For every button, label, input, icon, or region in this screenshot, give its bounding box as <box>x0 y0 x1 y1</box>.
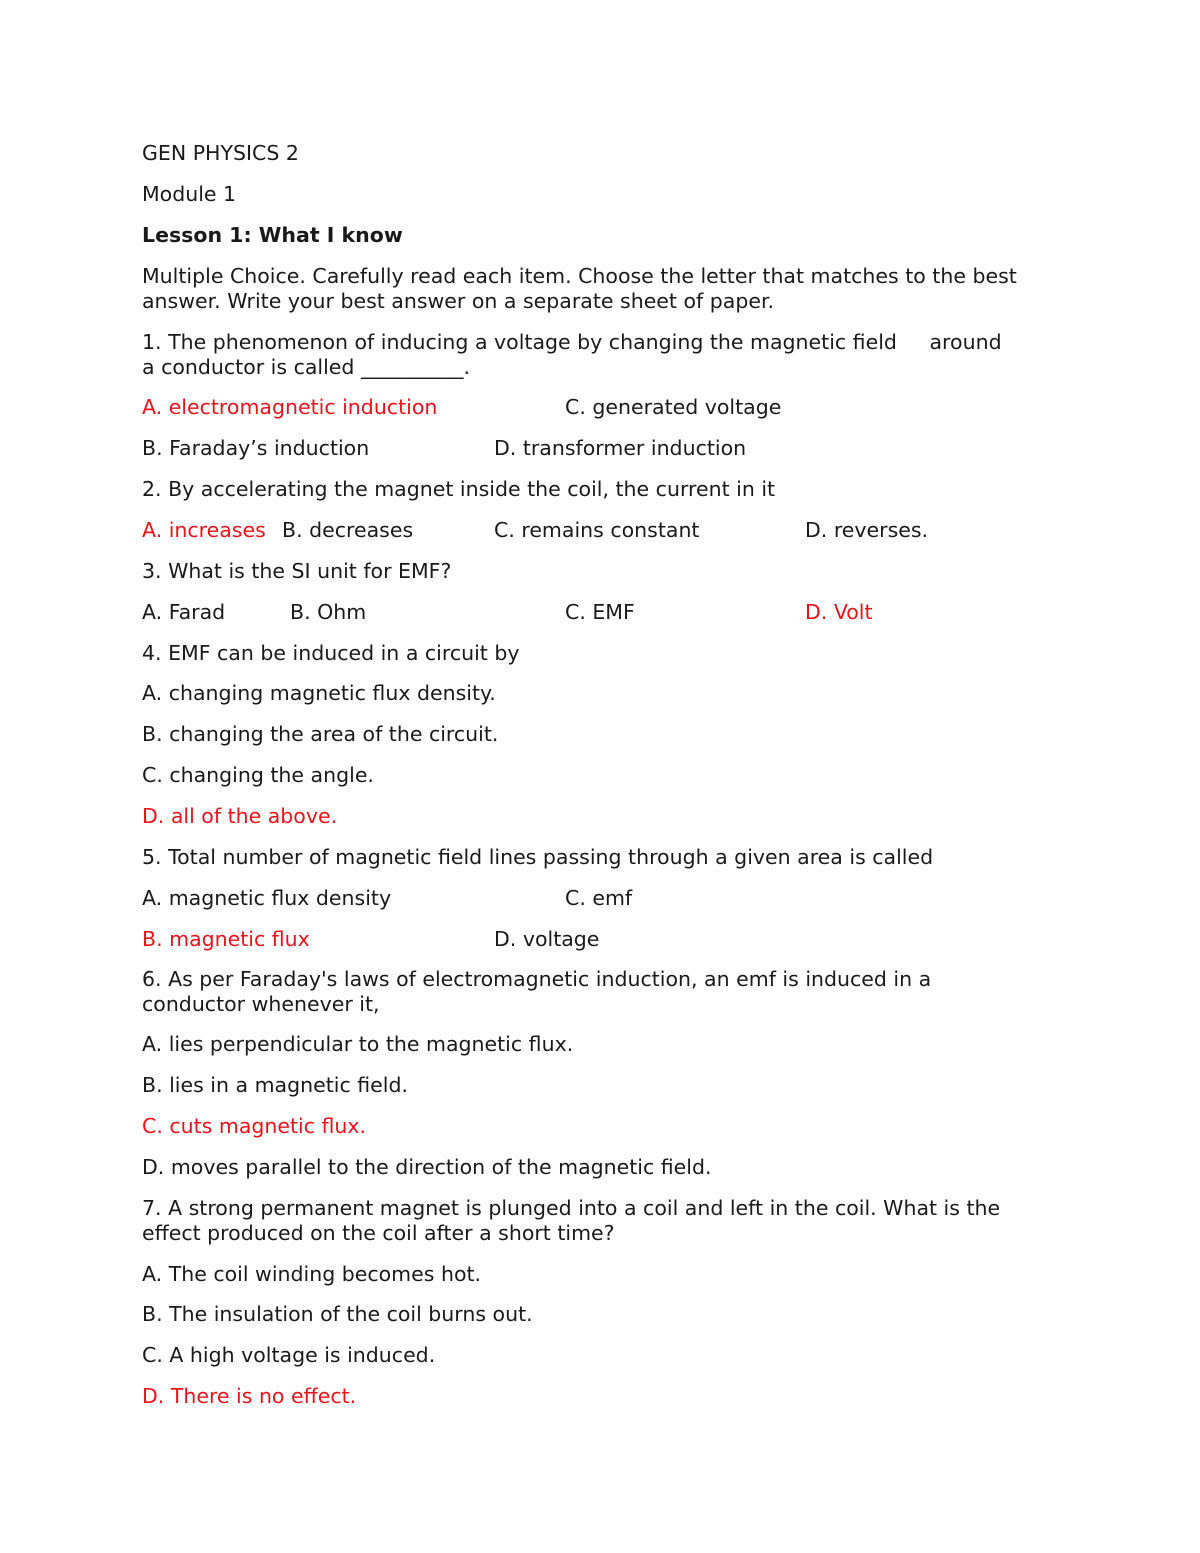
instructions: Multiple Choice. Carefully read each item. Choose the letter that matches to the best answer. Write your best answer on a separate sheet of paper. <box>142 264 1024 313</box>
question-5-choice-d: D. voltage <box>494 927 600 951</box>
module-label: Module 1 <box>142 182 237 206</box>
question-5-choice-a: A. magnetic flux density <box>142 886 392 910</box>
question-3-choice-a: A. Farad <box>142 600 226 624</box>
question-6-stem-line-2: conductor whenever it, <box>142 992 380 1016</box>
question-2-choice-b: B. decreases <box>282 518 414 542</box>
question-7-stem-line-2: effect produced on the coil after a short time? <box>142 1221 615 1245</box>
question-7-choice-d: D. There is no effect. <box>142 1384 357 1408</box>
question-6-choice-d: D. moves parallel to the direction of the magnetic field. <box>142 1155 712 1179</box>
question-2-choice-c: C. remains constant <box>494 518 700 542</box>
question-4-stem: 4. EMF can be induced in a circuit by <box>142 641 520 665</box>
question-4-choice-d: D. all of the above. <box>142 804 338 828</box>
question-3-stem: 3. What is the SI unit for EMF? <box>142 559 452 583</box>
question-7-choice-a: A. The coil winding becomes hot. <box>142 1262 482 1286</box>
question-6-choice-c: C. cuts magnetic flux. <box>142 1114 367 1138</box>
question-4-choice-a: A. changing magnetic flux density. <box>142 681 496 705</box>
question-5-choice-b: B. magnetic flux <box>142 927 310 951</box>
question-1-stem-line-1: 1. The phenomenon of inducing a voltage by changing the magnetic field around <box>142 330 1002 354</box>
question-1-choice-d: D. transformer induction <box>494 436 747 460</box>
question-3-choice-b: B. Ohm <box>290 600 367 624</box>
question-2-choice-d: D. reverses. <box>805 518 929 542</box>
question-6-choice-a: A. lies perpendicular to the magnetic flux. <box>142 1032 574 1056</box>
course-title: GEN PHYSICS 2 <box>142 141 299 165</box>
question-1-choice-a: A. electromagnetic induction <box>142 395 438 419</box>
question-2-stem: 2. By accelerating the magnet inside the coil, the current in it <box>142 477 776 501</box>
question-7-choice-b: B. The insulation of the coil burns out. <box>142 1302 533 1326</box>
question-2-choice-a: A. increases <box>142 518 266 542</box>
question-7-choice-c: C. A high voltage is induced. <box>142 1343 436 1367</box>
question-5-choice-c: C. emf <box>565 886 633 910</box>
lesson-heading: Lesson 1: What I know <box>142 223 403 247</box>
question-5-stem: 5. Total number of magnetic field lines passing through a given area is called <box>142 845 934 869</box>
question-4-choice-c: C. changing the angle. <box>142 763 374 787</box>
question-6-stem-line-1: 6. As per Faraday's laws of electromagnetic induction, an emf is induced in a <box>142 967 932 991</box>
question-4-choice-b: B. changing the area of the circuit. <box>142 722 499 746</box>
question-3-choice-c: C. EMF <box>565 600 635 624</box>
question-3-choice-d: D. Volt <box>805 600 873 624</box>
question-1-choice-b: B. Faraday’s induction <box>142 436 370 460</box>
question-1-stem-line-2: a conductor is called __________. <box>142 355 470 379</box>
question-7-stem-line-1: 7. A strong permanent magnet is plunged into a coil and left in the coil. What is the <box>142 1196 1001 1220</box>
question-1-choice-c: C. generated voltage <box>565 395 782 419</box>
question-6-choice-b: B. lies in a magnetic field. <box>142 1073 408 1097</box>
